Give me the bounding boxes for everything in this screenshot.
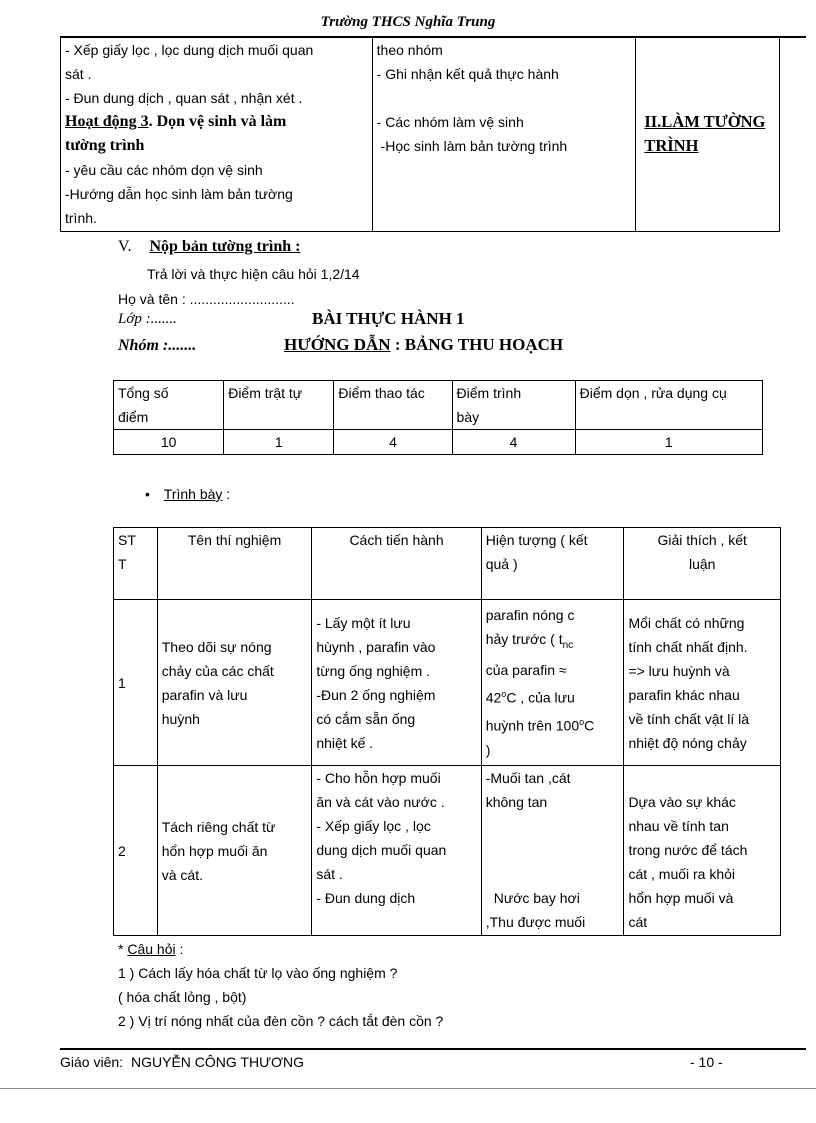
questions-label: Câu hỏi bbox=[127, 941, 176, 957]
table-row bbox=[114, 766, 781, 936]
text-line: - Ghi nhận kết quả thực hành bbox=[376, 66, 559, 82]
bullet-icon: • bbox=[145, 486, 150, 502]
presentation-bullet: • Trình bày : bbox=[145, 486, 231, 502]
school-header: Trường THCS Nghĩa Trung bbox=[320, 14, 496, 30]
section-number: V. bbox=[118, 238, 132, 255]
page-number: - 10 - bbox=[690, 1054, 723, 1070]
section-title: II.LÀM TƯỜNG bbox=[644, 112, 766, 131]
table-row bbox=[114, 600, 781, 766]
score-value: 10 bbox=[114, 430, 224, 455]
class-label: Lớp :....... bbox=[118, 311, 177, 327]
column-header: Giải thích , kết luận bbox=[624, 528, 781, 600]
footer-label: Giáo viên: bbox=[60, 1054, 124, 1070]
score-header: Điểm thao tác bbox=[334, 381, 452, 430]
text-line: - Các nhóm làm vệ sinh bbox=[376, 114, 524, 130]
page-bottom-rule bbox=[0, 1088, 816, 1089]
questions-heading: * Câu hỏi : bbox=[118, 941, 184, 957]
column-header: ST T bbox=[114, 528, 158, 600]
score-value: 4 bbox=[334, 430, 452, 455]
question-1-note: ( hóa chất lỏng , bột) bbox=[118, 989, 247, 1005]
method-cell: - Lấy một ít lưu hùynh , parafin vào từng ống nghiệm . -Đun 2 ống nghiệm có cắm sẵn ống nhiệt kế . bbox=[312, 600, 481, 766]
score-header bbox=[114, 381, 224, 430]
worksheet-title: BÀI THỰC HÀNH 1 bbox=[312, 309, 465, 328]
activity-table bbox=[60, 37, 780, 232]
text-line: sát . bbox=[65, 66, 92, 82]
footer-rule bbox=[60, 1048, 806, 1050]
name-line: Họ và tên : ........................... bbox=[118, 291, 295, 307]
stt-cell: 2 bbox=[114, 766, 158, 936]
score-header-line: Tổng số bbox=[118, 385, 169, 401]
score-table bbox=[113, 380, 763, 455]
text-line: - Xếp giấy lọc , lọc dung dịch muối quan bbox=[65, 42, 314, 58]
student-activity-cell bbox=[372, 38, 636, 232]
score-header: Điểm trình bày bbox=[452, 381, 575, 430]
bullet-label: Trình bày bbox=[163, 486, 223, 502]
experiment-table bbox=[113, 527, 781, 936]
section-5-heading bbox=[118, 238, 300, 256]
column-header: Cách tiến hành bbox=[312, 528, 481, 600]
text-line: -Học sinh làm bản tường trình bbox=[376, 138, 568, 154]
instruction-line: Trả lời và thực hiện câu hỏi 1,2/14 bbox=[147, 266, 360, 282]
text-line: -Hướng dẫn học sinh làm bản tường bbox=[65, 186, 293, 202]
experiment-name-cell: Theo dõi sự nóng chảy của các chất parafin và lưu huỳnh bbox=[157, 600, 312, 766]
question-2: 2 ) Vị trí nóng nhất của đèn cồn ? cách tắt đèn cồn ? bbox=[118, 1013, 444, 1029]
teacher-activity-cell bbox=[61, 38, 373, 232]
method-cell: - Cho hỗn hợp muối ăn và cát vào nước . - Xếp giấy lọc , lọc dung dịch muối quan sát . - Đun dung dịch bbox=[312, 766, 481, 936]
score-header: Điểm dọn , rửa dụng cụ bbox=[575, 381, 762, 430]
report-title: : BẢNG THU HOẠCH bbox=[390, 335, 564, 354]
section-title: Nộp bản tường trình : bbox=[149, 238, 301, 255]
explanation-cell: Dựa vào sự khác nhau về tính tan trong nước để tách cát , muối ra khỏi hổn hợp muối và cát bbox=[624, 766, 781, 936]
experiment-name-cell: Tách riêng chất từ hổn hợp muối ăn và cát. bbox=[157, 766, 312, 936]
column-header: Tên thí nghiệm bbox=[157, 528, 312, 600]
activity-3-label: Hoạt động 3 bbox=[65, 113, 149, 130]
stt-cell: 1 bbox=[114, 600, 158, 766]
guide-label: HƯỚNG DẪN bbox=[284, 335, 391, 354]
score-value: 1 bbox=[575, 430, 762, 455]
score-value: 4 bbox=[452, 430, 575, 455]
score-header: Điểm trật tự bbox=[224, 381, 334, 430]
column-header: Hiện tượng ( kết quả ) bbox=[481, 528, 624, 600]
teacher-name: NGUYỄN CÔNG THƯƠNG bbox=[131, 1054, 305, 1070]
result-cell: parafin nóng c hảy trước ( $t_{nc}$ của parafin ≈ $42^oC$ , của lưu huỳnh trên 100$^o$C ) bbox=[481, 600, 624, 766]
score-header-line: điểm bbox=[118, 409, 149, 425]
text-line: theo nhóm bbox=[376, 42, 443, 58]
activity-3-title: . Dọn vệ sinh và làm bbox=[148, 113, 287, 130]
group-label: Nhóm :....... bbox=[118, 337, 197, 354]
text-line: - Đun dung dịch , quan sát , nhận xét . bbox=[65, 90, 303, 106]
result-cell: -Muối tan ,cát không tan Nước bay hơi ,Thu được muối bbox=[481, 766, 624, 936]
section-title: TRÌNH bbox=[644, 136, 699, 155]
question-1: 1 ) Cách lấy hóa chất từ lọ vào ống nghiệm ? bbox=[118, 965, 398, 981]
explanation-cell: Mổi chất có những tính chất nhất định. => lưu huỳnh và parafin khác nhau về tính chất vật lí là nhiệt độ nóng chảy bbox=[624, 600, 781, 766]
content-cell bbox=[636, 38, 780, 232]
text-line: trình. bbox=[65, 210, 97, 226]
activity-3-title-cont: tường trình bbox=[65, 137, 145, 154]
score-value: 1 bbox=[224, 430, 334, 455]
text-line: - yêu cầu các nhóm dọn vệ sinh bbox=[65, 162, 263, 178]
